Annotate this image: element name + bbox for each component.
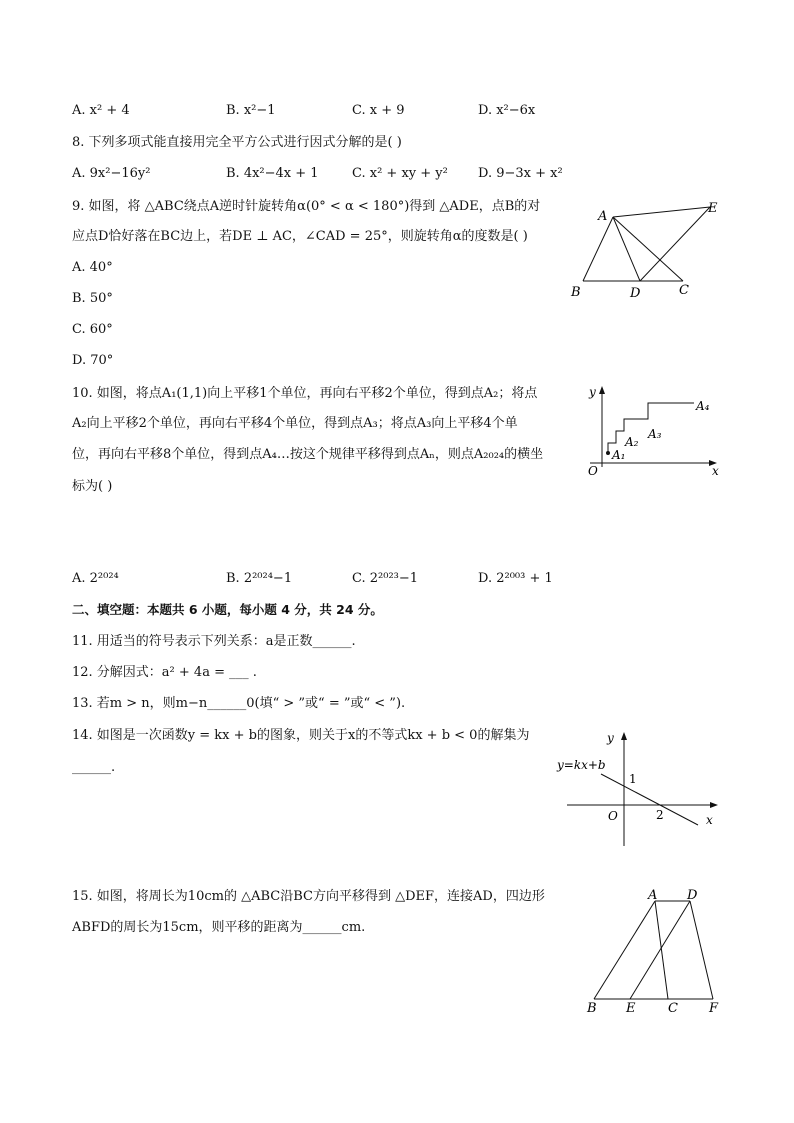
q10-label-a1: A₁	[612, 448, 626, 462]
q8-option-b: B. 4x²−4x + 1	[226, 166, 319, 181]
q7-option-d: D. x²−6x	[478, 103, 536, 118]
q15-seg-df	[690, 901, 713, 999]
q9-seg-ab	[583, 217, 613, 281]
q9-seg-ac	[613, 217, 683, 281]
q14-x-arrow	[710, 802, 718, 808]
q15-stem-line2: ABFD的周长为15cm，则平移的距离为______cm.	[72, 920, 366, 935]
q10-translation-figure	[580, 383, 730, 481]
q10-label-a4: A₄	[696, 399, 710, 413]
q15-translation-figure	[582, 884, 727, 1018]
q10-option-b: B. 2²⁰²⁴−1	[226, 571, 293, 586]
q15-seg-ac	[655, 901, 668, 999]
q9-stem-line1: 9. 如图，将 △ABC绕点A逆时针旋转角α(0° < α < 180°)得到 △ADE，点B的对	[72, 199, 541, 214]
q14-label-one: 1	[629, 772, 637, 786]
q15-label-d: D	[687, 888, 698, 903]
q15-label-a: A	[648, 888, 658, 903]
q14-label-o: O	[608, 809, 618, 823]
q14-label-func: y=kx+b	[557, 758, 606, 772]
q14-stem-line1: 14. 如图是一次函数y = kx + b的图象，则关于x的不等式kx + b < 0的解集为	[72, 728, 530, 743]
q10-label-y: y	[589, 385, 596, 399]
q9-option-c: C. 60°	[72, 322, 113, 337]
q15-label-b: B	[587, 1001, 597, 1016]
q9-option-d: D. 70°	[72, 353, 114, 368]
q15-label-f: F	[709, 1001, 719, 1016]
q10-stem-line4: 标为( )	[72, 479, 113, 494]
q9-label-e: E	[708, 201, 718, 216]
q9-rotation-figure	[560, 195, 740, 305]
q14-label-two: 2	[656, 808, 664, 822]
q10-option-d: D. 2²⁰⁰³ + 1	[478, 571, 553, 586]
q9-seg-ad	[613, 217, 640, 281]
q10-stem-line1: 10. 如图，将点A₁(1,1)向上平移1个单位，再向右平移2个单位，得到点A₂；将点	[72, 386, 538, 401]
q15-seg-de	[630, 901, 690, 999]
q9-label-d: D	[630, 286, 641, 301]
q8-option-a: A. 9x²−16y²	[72, 166, 151, 181]
q9-label-c: C	[679, 283, 689, 298]
q9-option-a: A. 40°	[72, 260, 113, 275]
q13-text: 13. 若m > n，则m−n______0(填“ > ”或“ = ”或“ < ”).	[72, 696, 406, 711]
q9-option-b: B. 50°	[72, 291, 113, 306]
q14-label-y: y	[607, 731, 614, 745]
q14-label-x: x	[706, 813, 713, 827]
q15-label-c: C	[668, 1001, 678, 1016]
q14-linear-function-figure	[555, 728, 725, 850]
q9-label-b: B	[571, 285, 581, 300]
q10-label-a2: A₂	[625, 435, 639, 449]
q11-text: 11. 用适当的符号表示下列关系：a是正数______.	[72, 634, 356, 649]
q10-option-c: C. 2²⁰²³−1	[352, 571, 419, 586]
q9-seg-ae	[613, 207, 710, 217]
q10-label-x: x	[712, 464, 719, 478]
q7-option-c: C. x + 9	[352, 103, 405, 118]
section-2-title: 二、填空题：本题共 6 小题，每小题 4 分，共 24 分。	[72, 602, 383, 617]
q14-y-arrow	[621, 732, 627, 740]
q10-option-a: A. 2²⁰²⁴	[72, 571, 119, 586]
q9-label-a: A	[598, 209, 608, 224]
q14-stem-line2: ______.	[72, 760, 116, 775]
q8-option-d: D. 9−3x + x²	[478, 166, 563, 181]
q10-stem-line2: A₂向上平移2个单位，再向右平移4个单位，得到点A₃；将点A₃向上平移4个单	[72, 416, 518, 431]
q10-stem-line3: 位，再向右平移8个单位，得到点A₄…按这个规律平移得到点Aₙ，则点A₂₀₂₄的横坐	[72, 447, 544, 462]
q9-stem-line2: 应点D恰好落在BC边上，若DE ⊥ AC，∠CAD = 25°，则旋转角α的度数是( )	[72, 229, 528, 244]
q10-label-a3: A₃	[648, 427, 662, 441]
q8-option-c: C. x² + xy + y²	[352, 166, 448, 181]
q15-label-e: E	[626, 1001, 636, 1016]
q12-text: 12. 分解因式：a² + 4a = ___ .	[72, 665, 257, 680]
q15-stem-line1: 15. 如图，将周长为10cm的 △ABC沿BC方向平移得到 △DEF，连接AD，四边形	[72, 889, 545, 904]
q9-seg-de	[640, 207, 710, 281]
q7-option-b: B. x²−1	[226, 103, 276, 118]
q8-stem: 8. 下列多项式能直接用完全平方公式进行因式分解的是( )	[72, 135, 402, 150]
q15-seg-ab	[594, 901, 655, 999]
q10-label-o: O	[588, 464, 598, 478]
q7-option-a: A. x² + 4	[72, 103, 130, 118]
q10-y-arrow	[599, 386, 605, 394]
